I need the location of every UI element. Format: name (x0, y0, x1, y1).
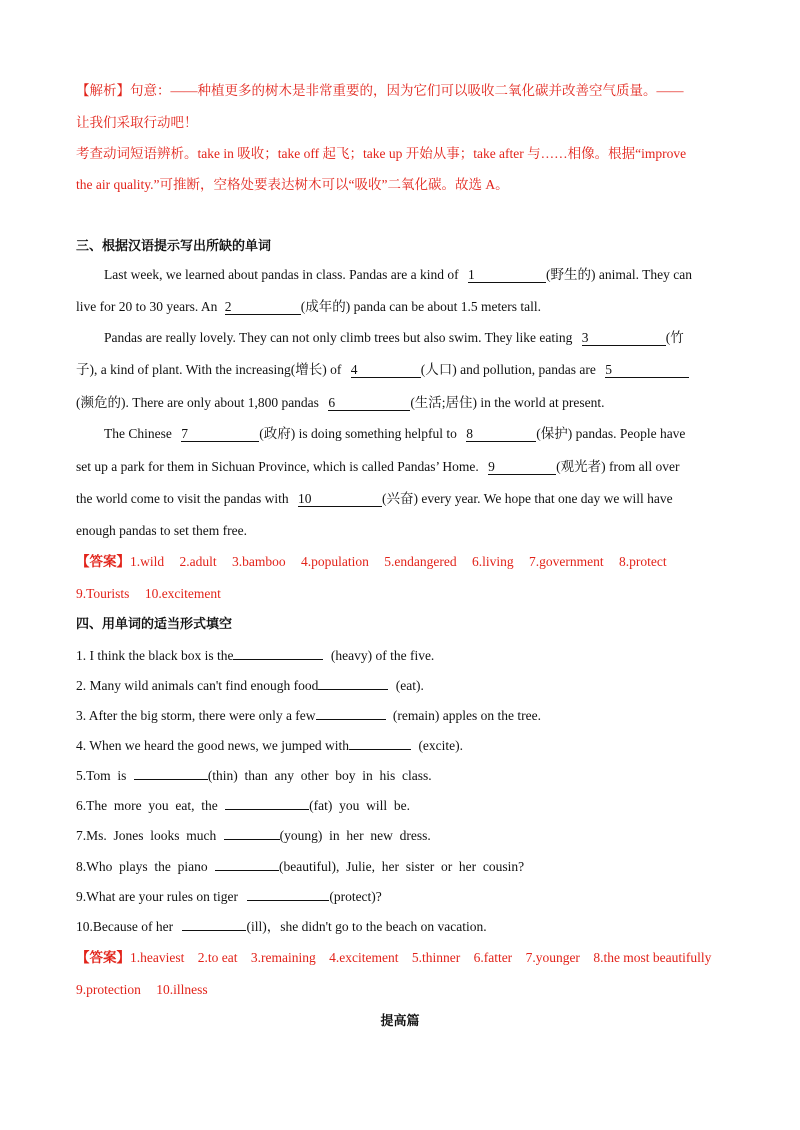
section-3-answers-line-2: 9.Tourists 10.excitement (76, 586, 221, 601)
passage-line-7: set up a park for them in Sichuan Province, which is called Pandas’ Home. 9 (观光者) from all over (76, 459, 680, 474)
blank-5[interactable]: 5 (605, 362, 689, 378)
question-4: 4. When we heard the good news, we jumped with (excite). (76, 738, 464, 753)
question-3: 3. After the big storm, there were only a few (remain) apples on the tree. (76, 708, 541, 723)
question-5: 5.Tom is (thin) than any other boy in his class. (76, 768, 432, 783)
passage-line-5: (濒危的). There are only about 1,800 pandas 6 (生活;居住) in the world at present. (76, 395, 605, 410)
section-4-answers-line-2: 9.protection 10.illness (76, 982, 208, 997)
question-1: 1. I think the black box is the (heavy) of the five. (76, 648, 435, 663)
question-6: 6.The more you eat, the (fat) you will be. (76, 798, 410, 813)
footer-section-title: 提高篇 (380, 1014, 420, 1029)
section-3-answers-line-1: 【答案】1.wild 2.adult 3.bamboo 4.population 5.endangered 6.living 7.government 8.protect (76, 554, 667, 569)
answer-blank-10[interactable] (182, 930, 246, 931)
answer-label: 【答案】 (76, 554, 130, 569)
answer-blank-6[interactable] (225, 809, 309, 810)
blank-7[interactable]: 7 (181, 426, 259, 442)
passage-line-1: Last week, we learned about pandas in class. Pandas are a kind of 1 (野生的) animal. They can (104, 267, 692, 282)
section-4-heading: 四、用单词的适当形式填空 (76, 617, 233, 632)
passage-line-8: the world come to visit the pandas with 10 (兴奋) every year. We hope that one day we will have (76, 491, 673, 506)
answer-blank-7[interactable] (224, 839, 280, 840)
answer-blank-3[interactable] (316, 719, 386, 720)
section-4-answers-line-1: 【答案】1.heaviest 2.to eat 3.remaining 4.excitement 5.thinner 6.fatter 7.younger 8.the most beautifully (76, 950, 712, 965)
blank-1[interactable]: 1 (468, 267, 546, 283)
answer-label: 【答案】 (76, 950, 130, 965)
question-10: 10.Because of her (ill)，she didn't go to the beach on vacation. (76, 919, 487, 934)
question-7: 7.Ms. Jones looks much (young) in her new dress. (76, 828, 431, 843)
passage-line-9: enough pandas to set them free. (76, 523, 247, 538)
blank-6[interactable]: 6 (328, 395, 410, 411)
answer-blank-8[interactable] (215, 870, 279, 871)
blank-4[interactable]: 4 (351, 362, 421, 378)
answer-blank-9[interactable] (247, 900, 329, 901)
analysis-line-2: 让我们采取行动吧！ (76, 115, 198, 130)
blank-2[interactable]: 2 (225, 299, 301, 315)
question-8: 8.Who plays the piano (beautiful), Julie, her sister or her cousin? (76, 859, 525, 874)
answer-blank-2[interactable] (318, 689, 388, 690)
answer-blank-4[interactable] (349, 749, 411, 750)
answer-blank-1[interactable] (233, 659, 323, 660)
blank-3[interactable]: 3 (582, 330, 666, 346)
blank-9[interactable]: 9 (488, 459, 556, 475)
passage-line-6: The Chinese 7 (政府) is doing something helpful to 8 (保护) pandas. People have (104, 426, 686, 441)
question-9: 9.What are your rules on tiger (protect)? (76, 889, 382, 904)
blank-10[interactable]: 10 (298, 491, 382, 507)
question-2: 2. Many wild animals can't find enough food (eat). (76, 678, 424, 693)
passage-line-2: live for 20 to 30 years. An 2 (成年的) panda can be about 1.5 meters tall. (76, 299, 542, 314)
analysis-line-3: 考查动词短语辨析。take in 吸收；take off 起飞；take up 开始从事；take after 与……相像。根据“improve (76, 146, 687, 161)
blank-8[interactable]: 8 (466, 426, 536, 442)
answer-blank-5[interactable] (134, 779, 208, 780)
analysis-line-4: the air quality.”可推断，空格处要表达树木可以“吸收”二氧化碳。故选 A。 (76, 177, 509, 192)
analysis-line-1: 【解析】句意：——种植更多的树木是非常重要的，因为它们可以吸收二氧化碳并改善空气质量。—— (76, 83, 684, 98)
passage-line-4: 子), a kind of plant. With the increasing(增长) of 4 (人口) and pollution, pandas are 5 (76, 361, 724, 379)
section-3-heading: 三、根据汉语提示写出所缺的单词 (76, 239, 272, 254)
passage-line-3: Pandas are really lovely. They can not only climb trees but also swim. They like eating 3 (竹 (104, 330, 684, 345)
